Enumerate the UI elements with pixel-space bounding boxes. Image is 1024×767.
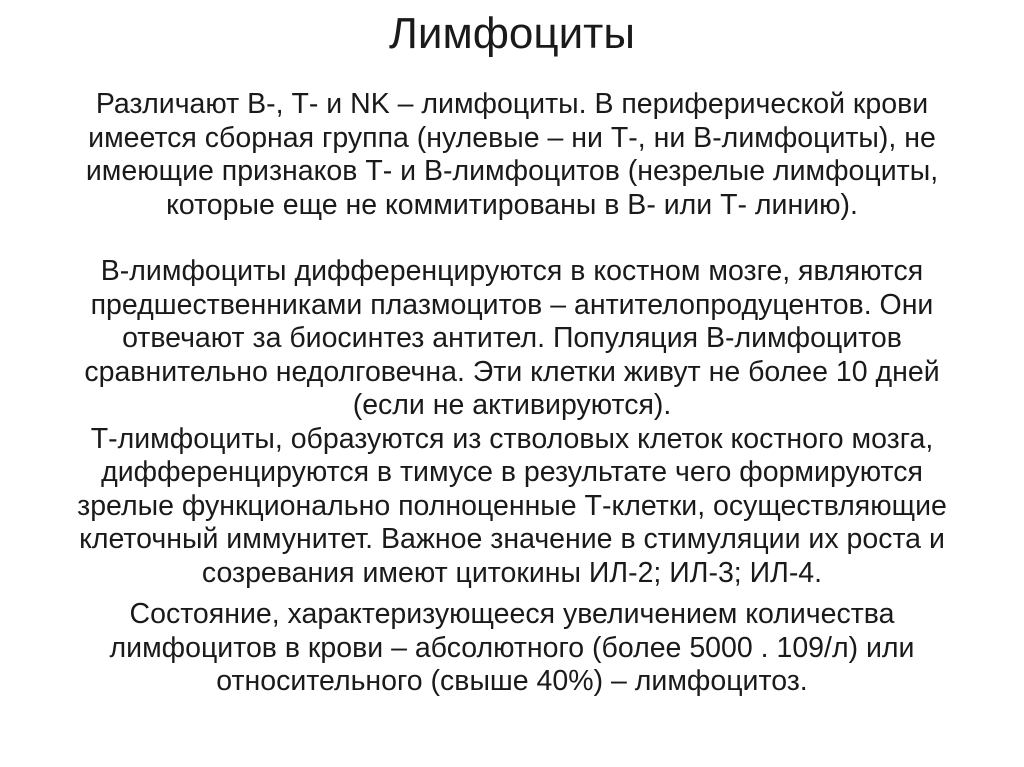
- text-line: лимфоцитов в крови – абсолютного (более 5000 . 109/л) или: [109, 631, 915, 664]
- text-line: которые еще не коммитированы в В- или Т- линию).: [166, 188, 858, 221]
- text-line: отвечают за биосинтез антител. Популяция В-лимфоцитов: [122, 322, 902, 354]
- slide-title: Лимфоциты: [389, 9, 635, 58]
- text-line: имеется сборная группа (нулевые – ни Т-, ни В-лимфоциты), не: [88, 121, 936, 154]
- text-line: Состояние, характеризующееся увеличением количества: [129, 598, 895, 630]
- paragraph-b-lymphocytes: [10, 255, 1014, 423]
- text-line: зрелые функционально полноценные Т-клетки, осуществляющие: [77, 489, 947, 522]
- paragraph-lymphocytosis: [10, 598, 1014, 699]
- text-line: относительного (свыше 40%) – лимфоцитоз.: [216, 665, 808, 697]
- paragraph-lymphocyte-types: [10, 88, 1014, 222]
- text-line: предшественниками плазмоцитов – антителопродуцентов. Они: [90, 288, 934, 321]
- paragraph-t-lymphocytes: [10, 423, 1014, 591]
- text-line: созревания имеют цитокины ИЛ-2; ИЛ-3; ИЛ-4.: [201, 556, 823, 589]
- slide-body: [10, 88, 1014, 699]
- text-line: имеющие признаков Т- и В-лимфоцитов (незрелые лимфоциты,: [85, 155, 939, 187]
- text-line: Различают В-, Т- и NK – лимфоциты. В периферической крови: [95, 88, 929, 120]
- text-line: дифференцируются в тимусе в результате чего формируются: [101, 456, 923, 488]
- text-line: клеточный иммунитет. Важное значение в стимуляции их роста и: [79, 523, 945, 555]
- text-line: (если не активируются).: [352, 389, 672, 421]
- text-line: В-лимфоциты дифференцируются в костном мозге, являются: [100, 255, 924, 287]
- text-line: Т-лимфоциты, образуются из стволовых клеток костного мозга,: [90, 422, 934, 455]
- text-line: сравнительно недолговечна. Эти клетки живут не более 10 дней: [84, 355, 940, 388]
